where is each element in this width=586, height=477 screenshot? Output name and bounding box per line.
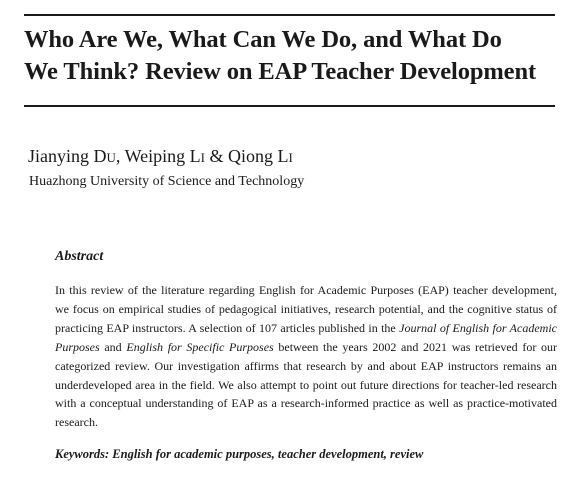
paper-title	[24, 24, 564, 88]
affiliation: Huazhong University of Science and Technology	[29, 174, 305, 189]
top-rule	[24, 14, 555, 16]
abstract-and: and	[99, 339, 127, 354]
keywords: Keywords: English for academic purposes, teacher development, review	[55, 447, 424, 461]
abstract-body	[55, 281, 557, 432]
abstract-text-2: between the years 2002 and 2021 was retrieved for our categorized review. Our investigation affirms that research by and about EAP instructors remains an underdeveloped area in the field. We also attempt to point out future directions for teacher-led research with a conceptual understanding of EAP as a research-informed practice as well as practice-motivated research.	[55, 339, 558, 430]
journal-name-1: Journal of English for Academic Purposes	[55, 320, 557, 354]
title-line-1: Who Are We, What Can We Do, and What Do	[24, 26, 502, 53]
author-3-family: Li	[277, 146, 293, 166]
author-1-given: Jianying	[28, 146, 89, 166]
title-bottom-rule	[24, 105, 555, 107]
author-list	[28, 145, 293, 167]
author-2-given: Weiping	[124, 146, 186, 166]
abstract-text-1: In this review of the literature regarding English for Academic Purposes (EAP) teacher development, we focus on empirical studies of pedagogical initiatives, research potential, and the cognitive status of practicing EAP instructors. A selection of 107 articles published in the	[55, 283, 557, 335]
author-ampersand: &	[204, 146, 228, 166]
journal-name-2: English for Specific Purposes	[126, 339, 274, 354]
author-separator: ,	[115, 146, 125, 166]
author-3-given: Qiong	[227, 146, 273, 166]
author-1-family: Du	[93, 146, 116, 166]
abstract-heading: Abstract	[55, 249, 104, 264]
title-line-2: We Think? Review on EAP Teacher Development	[24, 58, 537, 85]
author-2-family: Li	[189, 146, 205, 166]
